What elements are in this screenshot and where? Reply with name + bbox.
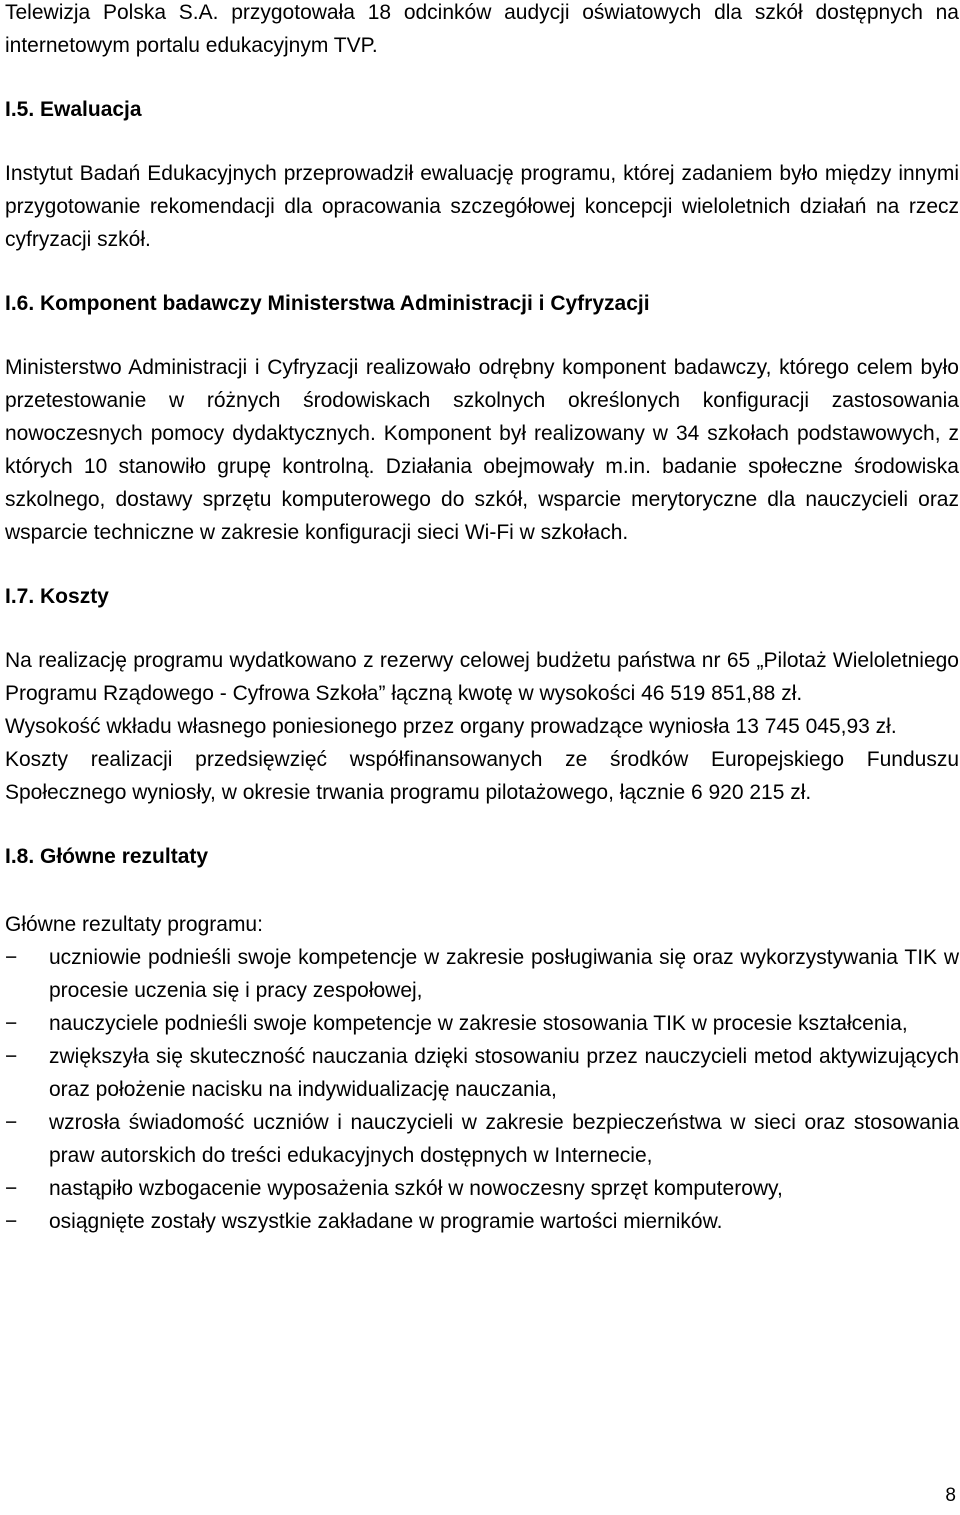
dash-bullet: −	[5, 1111, 18, 1134]
list-item	[5, 1172, 959, 1205]
list-item-text: uczniowie podnieśli swoje kompetencje w zakresie posługiwania się oraz wykorzystywania TIK w procesie uczenia się i pracy zespołowej,	[49, 946, 959, 1002]
list-item-text: zwiększyła się skuteczność nauczania dzięki stosowaniu przez nauczycieli metod aktywizujących oraz położenie nacisku na indywidualizację nauczania,	[49, 1045, 959, 1101]
list-item	[5, 1040, 959, 1106]
section-heading-research-component: I.6. Komponent badawczy Ministerstwa Administracji i Cyfryzacji	[5, 292, 650, 315]
list-item	[5, 941, 959, 1007]
dash-bullet: −	[5, 1177, 18, 1200]
dash-bullet: −	[5, 1210, 18, 1233]
list-item	[5, 1007, 959, 1040]
research-component-paragraph: Ministerstwo Administracji i Cyfryzacji realizowało odrębny komponent badawczy, którego celem było przetestowanie w różnych środowiskach szkolnych określonych konfiguracji zastosowania nowoczesnych pomocy dydaktycznych. Komponent był realizowany w 34 szkołach podstawowych, z których 10 stanowiło grupę kontrolną. Działania obejmowały m.in. badanie społeczne środowiska szkolnego, dostawy sprzętu komputerowego do szkół, wsparcie merytoryczne dla nauczycieli oraz wsparcie techniczne w zakresie konfiguracji sieci Wi-Fi w szkołach.	[5, 356, 959, 544]
section-heading-main-results: I.8. Główne rezultaty	[5, 845, 209, 868]
dash-bullet: −	[5, 1012, 18, 1035]
dash-bullet: −	[5, 1045, 18, 1068]
section-heading-evaluation: I.5. Ewaluacja	[5, 98, 142, 121]
costs-paragraph-1: Na realizację programu wydatkowano z rezerwy celowej budżetu państwa nr 65 „Pilotaż Wieloletniego Programu Rządowego - Cyfrowa Szkoła” łączną kwotę w wysokości 46 519 851,88 zł.	[5, 649, 959, 705]
section-heading-costs: I.7. Koszty	[5, 585, 109, 608]
costs-paragraph-3: Koszty realizacji przedsięwzięć współfinansowanych ze środków Europejskiego Funduszu Społecznego wyniosły, w okresie trwania programu pilotażowego, łącznie 6 920 215 zł.	[5, 748, 959, 804]
list-item	[5, 1106, 959, 1172]
list-item	[5, 1205, 959, 1238]
list-item-text: osiągnięte zostały wszystkie zakładane w programie wartości mierników.	[49, 1210, 723, 1233]
document-page	[5, 0, 959, 1238]
evaluation-paragraph: Instytut Badań Edukacyjnych przeprowadził ewaluację programu, której zadaniem było między innymi przygotowanie rekomendacji dla opracowania szczegółowej koncepcji wieloletnich działań na rzecz cyfryzacji szkół.	[5, 162, 959, 251]
dash-bullet: −	[5, 946, 18, 969]
page-number: 8	[945, 1485, 956, 1506]
intro-paragraph: Telewizja Polska S.A. przygotowała 18 odcinków audycji oświatowych dla szkół dostępnych na internetowym portalu edukacyjnym TVP.	[5, 1, 959, 57]
list-item-text: wzrosła świadomość uczniów i nauczycieli w zakresie bezpieczeństwa w sieci oraz stosowania praw autorskich do treści edukacyjnych dostępnych w Internecie,	[49, 1111, 959, 1167]
results-list	[5, 941, 959, 1238]
results-lead: Główne rezultaty programu:	[5, 913, 263, 936]
list-item-text: nastąpiło wzbogacenie wyposażenia szkół w nowoczesny sprzęt komputerowy,	[49, 1177, 783, 1200]
costs-paragraph-2: Wysokość wkładu własnego poniesionego przez organy prowadzące wyniosła 13 745 045,93 zł.	[5, 715, 897, 738]
list-item-text: nauczyciele podnieśli swoje kompetencje w zakresie stosowania TIK w procesie kształcenia,	[49, 1012, 908, 1035]
